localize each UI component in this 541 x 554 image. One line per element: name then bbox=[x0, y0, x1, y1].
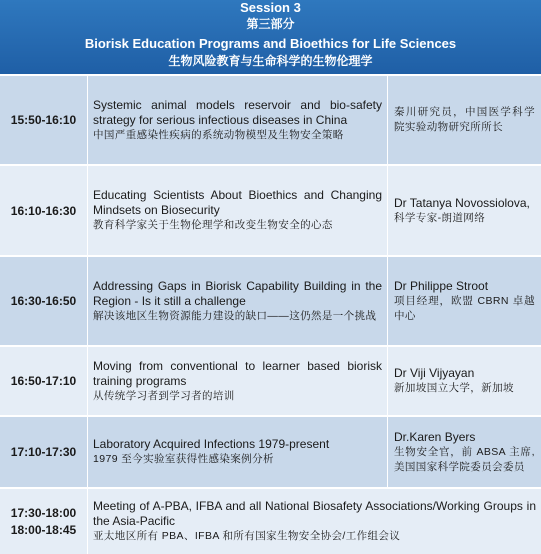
time-slot-2: 18:00-18:45 bbox=[10, 522, 77, 537]
speaker-name: Dr Tatanya Novossiolova, bbox=[394, 195, 530, 210]
topic-title-zh: 中国严重感染性疾病的系统动物模型及生物安全策略 bbox=[93, 128, 344, 141]
time-slot: 16:10-16:30 bbox=[0, 166, 88, 255]
topic-title: Laboratory Acquired Infections 1979-present bbox=[93, 437, 330, 451]
topic-cell bbox=[88, 76, 388, 164]
time-slot: 15:50-16:10 bbox=[0, 76, 88, 164]
topic-cell bbox=[88, 489, 541, 554]
speaker-desc-zh: 科学专家-朗道网络 bbox=[394, 211, 486, 224]
speaker-cell bbox=[388, 166, 541, 255]
topic-cell bbox=[88, 257, 388, 345]
topic-title: Meeting of A-PBA, IFBA and all National Biosafety Associations/Working Groups in the Asia-Pacific bbox=[93, 499, 536, 528]
speaker-cell bbox=[388, 417, 541, 487]
speaker-name: Dr Viji Vijyayan bbox=[394, 366, 475, 380]
speaker-name: Dr Philippe Stroot bbox=[394, 278, 489, 293]
session-header bbox=[0, 0, 541, 74]
speaker-cell bbox=[388, 257, 541, 345]
topic-title-zh: 教育科学家关于生物伦理学和改变生物安全的心态 bbox=[93, 219, 333, 231]
topic-title: Addressing Gaps in Biorisk Capability Building in the Region - Is it still a challenge bbox=[93, 278, 382, 308]
topic-title: Educating Scientists About Bioethics and Changing Mindsets on Biosecurity bbox=[93, 188, 382, 217]
topic-title-zh: 1979 至今实验室获得性感染案例分析 bbox=[93, 453, 274, 465]
topic-title-zh: 从传统学习者到学习者的培训 bbox=[93, 389, 235, 402]
session-label: Session 3 bbox=[240, 0, 301, 15]
time-slot-1: 17:30-18:00 bbox=[10, 505, 77, 520]
session-label-zh: 第三部分 bbox=[246, 17, 295, 31]
speaker-cell bbox=[388, 76, 541, 164]
time-slot: 17:10-17:30 bbox=[0, 417, 88, 487]
speaker-desc-zh: 秦川研究员，中国医学科学院实验动物研究所所长 bbox=[394, 106, 535, 133]
time-slot: 16:50-17:10 bbox=[0, 347, 88, 415]
session-title: Biorisk Education Programs and Bioethics for Life Sciences bbox=[84, 36, 457, 51]
table-row bbox=[0, 166, 541, 255]
session-title-zh: 生物风险教育与生命科学的生物伦理学 bbox=[168, 54, 373, 68]
topic-cell bbox=[88, 166, 388, 255]
time-slot bbox=[0, 489, 88, 554]
topic-cell bbox=[88, 347, 388, 415]
speaker-desc-zh: 项目经理，欧盟 CBRN 卓越中心 bbox=[394, 294, 535, 322]
table-row bbox=[0, 489, 541, 554]
table-row bbox=[0, 417, 541, 487]
topic-title-zh: 解决该地区生物资源能力建设的缺口——这仍然是一个挑战 bbox=[93, 309, 377, 322]
speaker-desc-zh: 新加坡国立大学，新加坡 bbox=[394, 382, 514, 394]
speaker-desc-zh: 生物安全官，前 ABSA 主席,美国国家科学院委员会委员 bbox=[394, 445, 535, 473]
topic-cell bbox=[88, 417, 388, 487]
time-slot: 16:30-16:50 bbox=[0, 257, 88, 345]
table-row bbox=[0, 347, 541, 415]
table-row bbox=[0, 257, 541, 345]
topic-title: Systemic animal models reservoir and bio-safety strategy for serious infectious diseases in China bbox=[93, 97, 382, 127]
speaker-cell bbox=[388, 347, 541, 415]
table-row bbox=[0, 76, 541, 164]
topic-title: Moving from conventional to learner based biorisk training programs bbox=[93, 358, 382, 388]
topic-title-zh: 亚太地区所有 PBA、IFBA 和所有国家生物安全协会/工作组会议 bbox=[93, 530, 401, 542]
speaker-name: Dr.Karen Byers bbox=[394, 429, 476, 444]
